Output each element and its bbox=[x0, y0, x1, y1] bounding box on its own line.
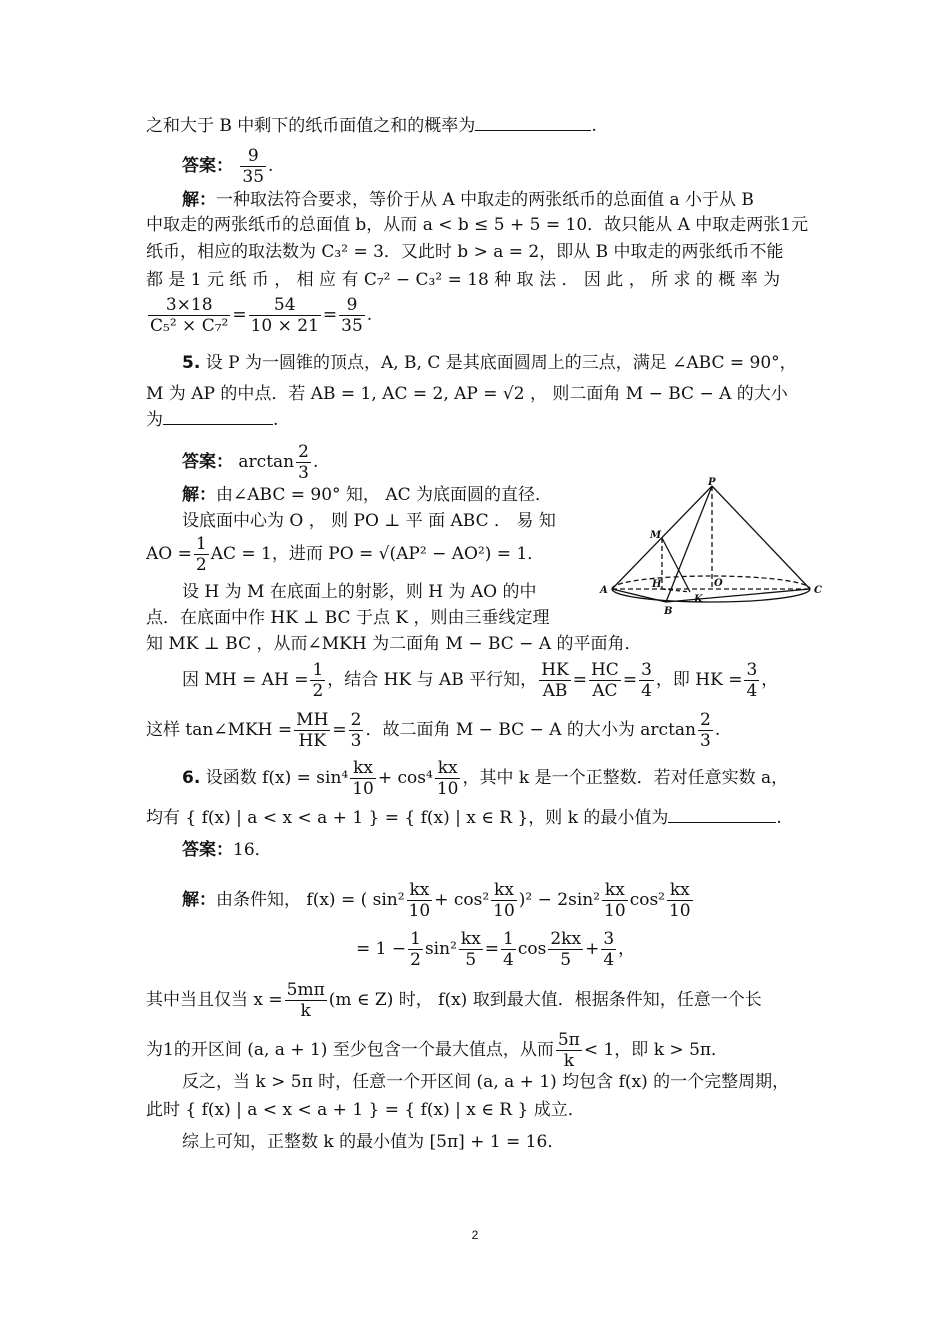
answer-blank bbox=[475, 116, 591, 131]
text-line: 之和大于 B 中剩下的纸币面值之和的概率为 . bbox=[146, 116, 597, 136]
question-number: 5. bbox=[182, 353, 201, 373]
label-k: K bbox=[694, 594, 703, 605]
fraction: $\frac{3}{4}$ bbox=[746, 660, 758, 701]
edge-ab bbox=[612, 589, 666, 602]
base-back-arc bbox=[612, 576, 810, 589]
fraction: $\frac{9}{35}$ bbox=[242, 146, 265, 187]
label-a: A bbox=[600, 585, 608, 596]
solution-label: 解： bbox=[182, 485, 216, 505]
text-line: 解：一种取法符合要求，等价于从 A 中取走的两张纸币的总面值 a 小于从 B bbox=[182, 190, 754, 210]
fraction: $\frac{1}{2}$ bbox=[410, 929, 421, 970]
label-o: O bbox=[714, 578, 723, 589]
fraction: $\frac{5m\pi}{k}$ bbox=[286, 980, 325, 1021]
fraction: $\frac{2}{3}$ bbox=[699, 710, 711, 751]
answer-line: 答案： $\frac{9}{35}$ . bbox=[182, 146, 274, 187]
text-line: 点．在底面中作 HK ⊥ BC 于点 K ，则由三垂线定理 bbox=[146, 608, 550, 628]
answer-blank bbox=[668, 808, 776, 823]
text-line: 其中当且仅当 x = $\frac{5m\pi}{k}$ (m ∈ Z) 时， f(x) 取到最大值．根据条件知，任意一个长 bbox=[146, 980, 762, 1021]
text-line: AO = $\frac{1}{2}$ AC = 1，进而 PO = √(AP² − AO²) = 1． bbox=[146, 534, 545, 575]
text-line: 为1的开区间 (a, a + 1) 至少包含一个最大值点，从而 $\frac{5\pi}{k}$ < 1，即 k > 5π． bbox=[146, 1030, 729, 1071]
cone-figure bbox=[598, 474, 828, 622]
fraction: $\frac{kx}{10}$ bbox=[436, 758, 459, 799]
page-number: 2 bbox=[471, 1228, 479, 1242]
question-line: 5. 设 P 为一圆锥的顶点，A, B, C 是其底面圆周上的三点，满足 ∠ABC = 90°， bbox=[182, 353, 797, 373]
answer-label: 答案： bbox=[182, 452, 233, 472]
answer-label: 答案： bbox=[182, 156, 233, 176]
segment-mk bbox=[662, 538, 690, 592]
fraction: $\frac{2kx}{5}$ bbox=[550, 929, 582, 970]
text-line: 解：由∠ABC = 90° 知， AC 为底面圆的直径． bbox=[182, 485, 553, 505]
edge-pb bbox=[666, 486, 712, 602]
solution-label: 解： bbox=[182, 890, 216, 910]
fraction: $\frac{3}{4}$ bbox=[603, 929, 615, 970]
fraction: $\frac{1}{2}$ bbox=[195, 534, 207, 575]
solution-label: 解： bbox=[182, 190, 216, 210]
text-line: 综上可知，正整数 k 的最小值为 [5π] + 1 = 16． bbox=[182, 1132, 565, 1152]
text-line: 均有 { f(x) | a < x < a + 1 } = { f(x) | x ∈ R }，则 k 的最小值为 . bbox=[146, 808, 782, 828]
text-line: 解：由条件知， f(x) = ( sin² $\frac{kx}{10}$ + cos² $\frac{kx}{10}$ )² − 2sin² $\frac{kx}{10}$ cos² $\frac{kx}{10}$ bbox=[182, 880, 691, 921]
answer-line: 答案：16． bbox=[182, 840, 272, 860]
fraction: $\frac{HK}{AB}$ bbox=[541, 660, 569, 701]
text-line: 此时 { f(x) | a < x < a + 1 } = { f(x) | x ∈ R } 成立． bbox=[146, 1100, 585, 1120]
label-m: M bbox=[650, 530, 662, 541]
fraction: $\frac{kx}{10}$ bbox=[408, 880, 431, 921]
fraction: $\frac{54}{10 \times 21}$ bbox=[250, 295, 319, 336]
answer-label: 答案： bbox=[182, 840, 233, 860]
text-line: 设 H 为 M 在底面上的射影，则 H 为 AO 的中 bbox=[182, 582, 537, 602]
fraction: $\frac{3\times 18}{\text{C₅² × C₇²}}$ bbox=[150, 295, 229, 336]
edge-bc bbox=[666, 589, 810, 602]
fraction: $\frac{kx}{10}$ bbox=[668, 880, 691, 921]
text-line: 因 MH = AH = $\frac{1}{2}$ ，结合 HK 与 AB 平行知， $\frac{HK}{AB}$ = $\frac{HC}{AC}$ = $\frac{3}{4}$ ，即 HK = $\frac{3}{4}$ ， bbox=[182, 660, 779, 701]
fraction: $\frac{kx}{10}$ bbox=[604, 880, 626, 921]
fraction: $\frac{2}{3}$ bbox=[350, 710, 362, 751]
text-line: M 为 AP 的中点．若 AB = 1, AC = 2, AP = √2 ， 则二面角 M − BC − A 的大小 bbox=[146, 384, 788, 404]
answer-blank bbox=[163, 410, 273, 425]
label-h: H bbox=[652, 579, 662, 590]
text-line: 都 是 1 元 纸 币 ， 相 应 有 C₇² − C₃² = 18 种 取 法 ． 因 此 ， 所 求 的 概 率 为 bbox=[146, 270, 781, 290]
fraction: $\frac{5\pi}{k}$ bbox=[557, 1030, 580, 1071]
text-line: $\frac{3\times 18}{\text{C₅² × C₇²}}$ = $\frac{54}{10 \times 21}$ = $\frac{9}{35}$ . bbox=[150, 295, 373, 336]
fraction: $\frac{1}{4}$ bbox=[503, 929, 514, 970]
fraction: $\frac{kx}{5}$ bbox=[460, 929, 481, 970]
fraction: $\frac{kx}{10}$ bbox=[493, 880, 515, 921]
label-b: B bbox=[664, 606, 673, 617]
label-c: C bbox=[814, 585, 822, 596]
text-line: 中取走的两张纸币的总面值 b，从而 a < b ≤ 5 + 5 = 10．故只能从 A 中取走两张1元 bbox=[146, 215, 809, 235]
text-line: 纸币，相应的取法数为 C₃² = 3．又此时 b > a = 2，即从 B 中取走的两张纸币不能 bbox=[146, 242, 784, 262]
question-line: 6. 设函数 f(x) = sin⁴ $\frac{kx}{10}$ + cos⁴ $\frac{kx}{10}$ ，其中 k 是一个正整数．若对任意实数 a， bbox=[182, 758, 789, 799]
text-line: 知 MK ⊥ BC ，从而∠MKH 为二面角 M − BC − A 的平面角． bbox=[146, 634, 642, 654]
question-number: 6. bbox=[182, 768, 201, 788]
answer-line: 答案： arctan $\frac{2}{3}$ . bbox=[182, 442, 319, 483]
fraction: $\frac{1}{2}$ bbox=[312, 660, 324, 701]
text-line: 反之，当 k > 5π 时，任意一个开区间 (a, a + 1) 均包含 f(x) 的一个完整周期， bbox=[182, 1072, 790, 1092]
fraction: $\frac{9}{35}$ bbox=[341, 295, 363, 336]
fraction: $\frac{3}{4}$ bbox=[641, 660, 652, 701]
text-line: 为 . bbox=[146, 410, 279, 430]
fraction: $\frac{2}{3}$ bbox=[298, 442, 309, 483]
fraction: $\frac{MH}{HK}$ bbox=[296, 710, 329, 751]
text-line: = 1 − $\frac{1}{2}$ sin² $\frac{kx}{5}$ = $\frac{1}{4}$ cos $\frac{2kx}{5}$ + $\frac{3}{4}$ ， bbox=[356, 929, 636, 970]
fraction: $\frac{HC}{AC}$ bbox=[590, 660, 619, 701]
fraction: $\frac{kx}{10}$ bbox=[352, 758, 374, 799]
text-line: 设底面中心为 O ， 则 PO ⊥ 平 面 ABC ． 易 知 bbox=[182, 511, 556, 531]
label-p: P bbox=[708, 477, 716, 488]
edge-pc bbox=[712, 486, 810, 589]
text-line: 这样 tan∠MKH = $\frac{MH}{HK}$ = $\frac{2}{3}$ ．故二面角 M − BC − A 的大小为 arctan $\frac{2}{3}$ . bbox=[146, 710, 721, 751]
